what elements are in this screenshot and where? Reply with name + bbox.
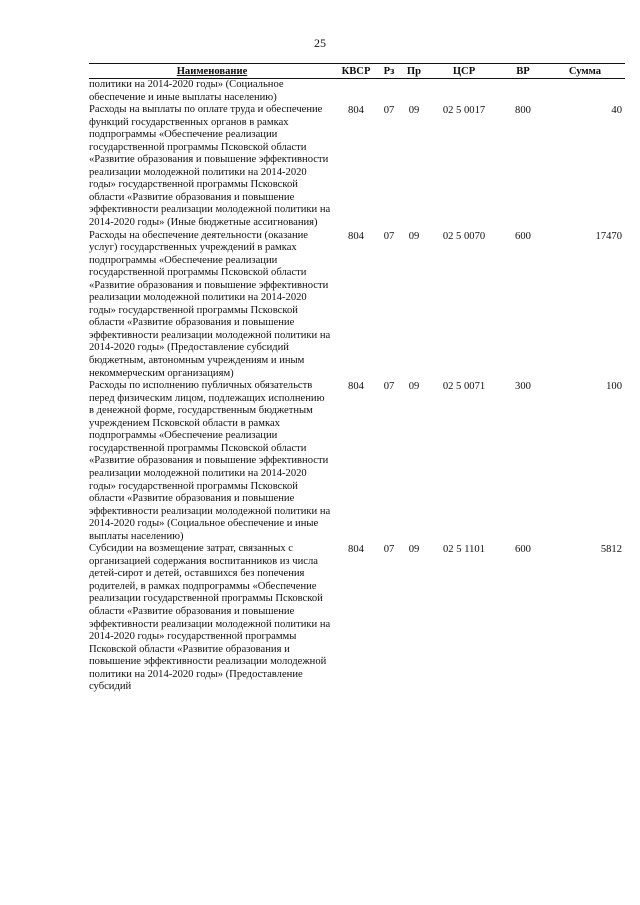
row-sum: 5812 xyxy=(600,544,622,556)
table-row xyxy=(89,104,625,229)
row-kvsr: 804 xyxy=(348,544,364,556)
table-row xyxy=(89,380,625,543)
row-pr: 09 xyxy=(408,544,420,556)
row-vr: 300 xyxy=(515,381,531,393)
page-number: 25 xyxy=(314,36,326,50)
row-rz: 07 xyxy=(383,105,395,117)
header-rz: Рз xyxy=(377,64,401,79)
row-kvsr: 804 xyxy=(348,381,364,393)
row-name: Расходы по исполнению публичных обязательств перед физическим лицом, подлежащих исполнению в денежной форме, государственным бюджетным учреждением Псковской области в рамках подпрограммы «Обеспечение реализации государственной программы Псковской области «Развитие образования и повышение эффективности реализации молодежной политики на 2014-2020 годы» государственной программы Псковской области «Развитие образования и повышение эффективности реализации молодежной политики на 2014-2020 годы» (Социальное обеспечение и иные выплаты населению) xyxy=(89,380,331,542)
row-kvsr: 804 xyxy=(348,105,364,117)
header-kvsr: КВСР xyxy=(335,64,377,79)
header-vr: ВР xyxy=(501,64,545,79)
table-row xyxy=(89,543,625,694)
row-csr: 02 5 0071 xyxy=(442,381,486,393)
header-csr: ЦСР xyxy=(427,64,501,79)
row-rz: 07 xyxy=(383,230,395,242)
header-sum: Сумма xyxy=(545,64,625,79)
row-vr: 600 xyxy=(515,230,531,242)
header-name: Наименование xyxy=(89,64,335,79)
row-vr: 600 xyxy=(515,544,531,556)
table-row-continuation xyxy=(89,79,625,105)
row-vr: 800 xyxy=(515,105,531,117)
row-rz: 07 xyxy=(383,381,395,393)
continuation-text: политики на 2014-2020 годы» (Социальное обеспечение и иные выплаты населению) xyxy=(89,79,284,103)
row-pr: 09 xyxy=(408,230,420,242)
row-pr: 09 xyxy=(408,105,420,117)
row-csr: 02 5 1101 xyxy=(443,544,485,556)
row-kvsr: 804 xyxy=(348,230,364,242)
row-csr: 02 5 0017 xyxy=(442,105,486,117)
row-sum: 100 xyxy=(606,381,622,393)
header-pr: Пр xyxy=(401,64,427,79)
budget-table xyxy=(89,63,625,694)
row-sum: 40 xyxy=(611,105,622,117)
row-csr: 02 5 0070 xyxy=(442,230,486,242)
row-name: Расходы на обеспечение деятельности (оказание услуг) государственных учреждений в рамках подпрограммы «Обеспечение реализации государственной программы Псковской области «Развитие образования и повышение эффективности реализации молодежной политики на 2014-2020 годы» государственной программы Псковской области «Развитие образования и повышение эффективности реализации молодежной политики на 2014-2020 годы» (Предоставление субсидий бюджетным, автономным учреждениям и иным некоммерческим организациям) xyxy=(89,229,331,379)
table-row xyxy=(89,230,625,381)
row-rz: 07 xyxy=(383,544,395,556)
row-sum: 17470 xyxy=(595,230,622,242)
row-name: Субсидии на возмещение затрат, связанных с организацией содержания воспитанников из числа детей-сирот и детей, оставшихся без попечения родителей, в рамках подпрограммы «Обеспечение реализации государственной программы Псковской области «Развитие образования и повышение эффективности реализации молодежной политики на 2014-2020 годы» государственной программы Псковской области «Развитие образования и повышение эффективности реализации молодежной политики на 2014-2020 годы» (Предоставление субсидий xyxy=(89,543,331,693)
row-pr: 09 xyxy=(408,381,420,393)
row-name: Расходы на выплаты по оплате труда и обеспечение функций государственных органов в рамках подпрограммы «Обеспечение реализации государственной программы Псковской области «Развитие образования и повышение эффективности реализации молодежной политики на 2014-2020 годы» государственной программы Псковской области «Развитие образования и повышение эффективности реализации молодежной политики на 2014-2020 годы» (Иные бюджетные ассигнования) xyxy=(89,104,331,229)
table-header-row xyxy=(89,64,625,79)
